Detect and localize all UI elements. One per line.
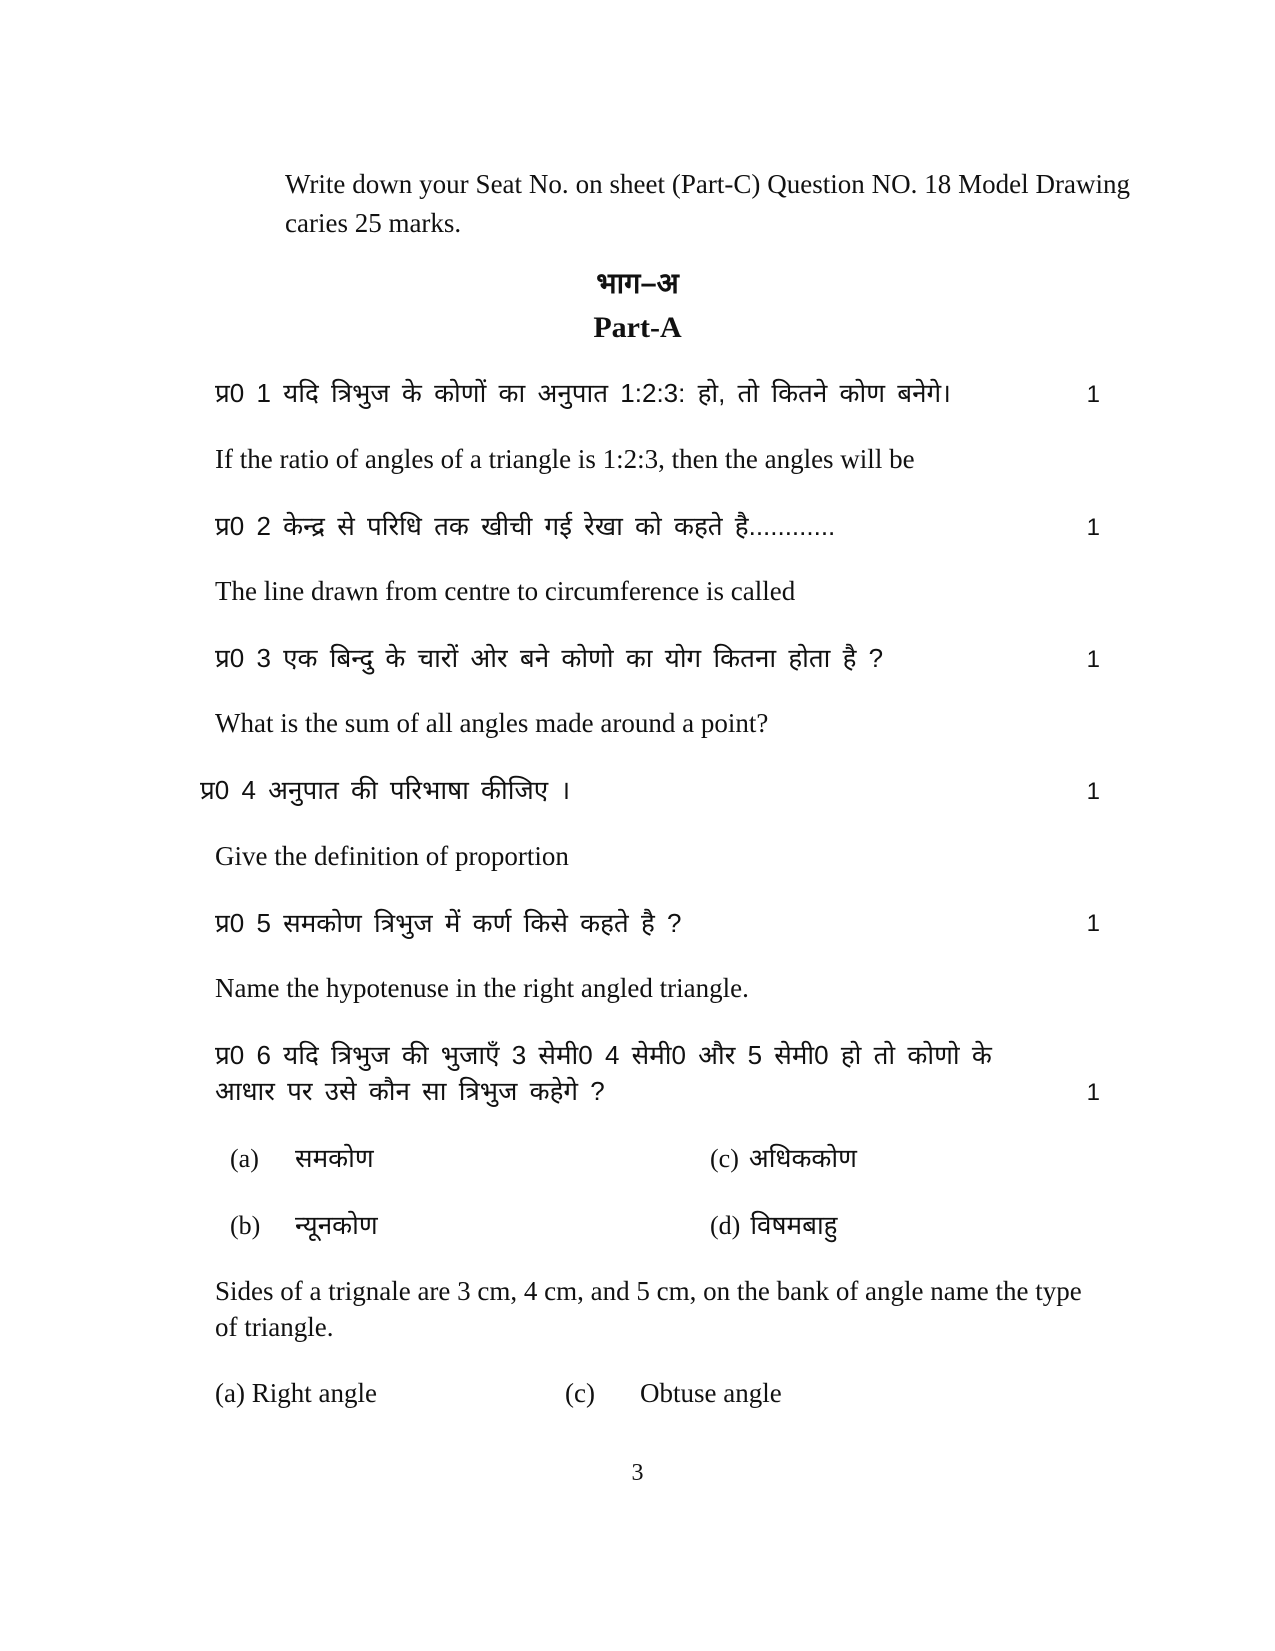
- option-b-text: न्यूनकोण: [295, 1210, 378, 1241]
- option-a-english: [215, 1376, 565, 1412]
- question-2-marks: 1: [1086, 513, 1100, 541]
- question-3-hindi-row: [215, 640, 1100, 676]
- question-6-english-text: Sides of a trignale are 3 cm, 4 cm, and 5 cm, on the bank of angle name the type of triangle.: [215, 1276, 1082, 1343]
- question-5-english-text: Name the hypotenuse in the right angled triangle.: [215, 973, 749, 1003]
- option-b-hindi: [230, 1207, 710, 1244]
- question-1-marks: 1: [1086, 381, 1100, 409]
- header-note: Write down your Seat No. on sheet (Part-C) Question NO. 18 Model Drawing caries 25 marks.: [285, 169, 1130, 239]
- section-title-english: Part-A: [593, 311, 682, 345]
- question-3-hindi-text: प्र0 3 एक बिन्दु के चारों ओर बने कोणो का योग कितना होता है ?: [215, 643, 884, 674]
- question-6-english-options-row: [215, 1376, 1100, 1412]
- page-number: 3: [631, 1460, 644, 1486]
- option-d-text: विषमबाहु: [750, 1210, 838, 1241]
- option-d-hindi: [710, 1207, 837, 1244]
- question-3-english-text: What is the sum of all angles made around a point?: [215, 708, 769, 739]
- question-6-hindi-row: [215, 1037, 1100, 1110]
- option-c-text: अधिककोण: [748, 1142, 857, 1173]
- question-6-marks: 1: [1086, 1079, 1100, 1107]
- option-c-english-text: Obtuse angle: [640, 1378, 782, 1409]
- question-1-english-text: If the ratio of angles of a triangle is 1:2:3, then the angles will be: [215, 443, 915, 474]
- option-a-english-text: Right angle: [251, 1378, 377, 1409]
- option-c-hindi: [710, 1140, 857, 1177]
- question-4-hindi-row: [200, 772, 1100, 808]
- option-c-label: (c): [710, 1143, 739, 1173]
- question-2-hindi-text: प्र0 2 केन्द्र से परिधि तक खीची गई रेखा को कहते है............: [215, 510, 836, 541]
- option-a-label: (a): [230, 1143, 259, 1173]
- question-2-hindi-row: [215, 508, 1100, 544]
- question-6-hindi-options-row-1: [230, 1140, 1100, 1177]
- question-1-hindi-row: [215, 375, 1100, 411]
- question-2-english-text: The line drawn from centre to circumference is called: [215, 576, 796, 607]
- question-6-hindi-text: प्र0 6 यदि त्रिभुज की भुजाएँ 3 सेमी0 4 सेमी0 और 5 सेमी0 हो तो कोणो के आधार पर उसे कौन सा त्रिभुज कहेगे ?: [215, 1039, 992, 1107]
- option-d-label: (d): [710, 1211, 741, 1241]
- question-6-hindi-options-row-2: [230, 1207, 1100, 1244]
- question-3-marks: 1: [1086, 645, 1100, 673]
- section-title-hindi: भाग–अ: [596, 268, 679, 301]
- question-4-english-text: Give the definition of proportion: [215, 840, 569, 871]
- question-4-hindi-text: प्र0 4 अनुपात की परिभाषा कीजिए ।: [200, 775, 571, 806]
- option-a-hindi: [230, 1140, 710, 1177]
- question-5-hindi-text: प्र0 5 समकोण त्रिभुज में कर्ण किसे कहते है ?: [215, 907, 682, 938]
- question-5-marks: 1: [1086, 910, 1100, 938]
- question-1-hindi-text: प्र0 1 यदि त्रिभुज के कोणों का अनुपात 1:2:3: हो, तो कितने कोण बनेगे।: [215, 378, 952, 409]
- option-a-english-label: (a): [215, 1378, 245, 1409]
- option-c-english-label: (c): [565, 1378, 595, 1409]
- question-5-hindi-row: [215, 905, 1100, 941]
- question-4-marks: 1: [1086, 778, 1100, 806]
- option-a-text: समकोण: [295, 1142, 374, 1173]
- option-b-label: (b): [230, 1211, 261, 1241]
